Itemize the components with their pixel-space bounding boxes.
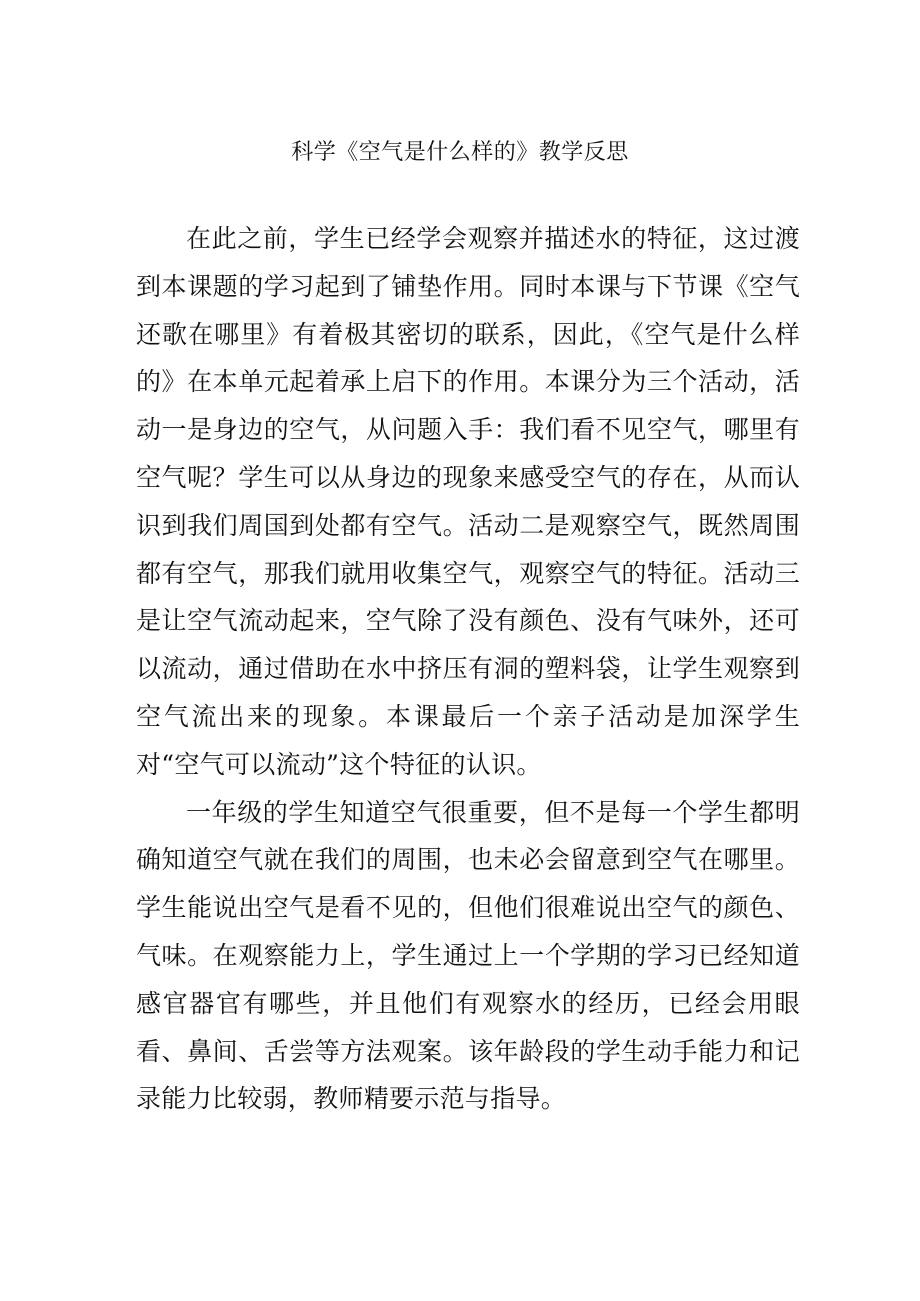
paragraph-1: 在此之前，学生已经学会观察并描述水的特征，这过渡到本课题的学习起到了铺垫作用。同时本课与下节课《空气还歌在哪里》有着极其密切的联系，因此，《空气是什么样的》在本单元起着承上启下的作用。本课分为三个活动，活动一是身边的空气，从问题入手：我们看不见空气，哪里有空气呢？学生可以从身边的现象来感受空气的存在，从而认识到我们周国到处都有空气。活动二是观察空气，既然周围都有空气，那我们就用收集空气，观察空气的特征。活动三是让空气流动起来，空气除了没有颜色、没有气味外，还可以流动，通过借助在水中挤压有洞的塑料袋，让学生观察到空气流出来的现象。本课最后一个亲子活动是加深学生对“空气可以流动”这个特征的认识。: [136, 224, 800, 779]
document-title: 科学《空气是什么样的》教学反思: [291, 140, 629, 165]
paragraph-2: 一年级的学生知道空气很重要，但不是每一个学生都明确知道空气就在我们的周围，也未必会留意到空气在哪里。学生能说出空气是看不见的，但他们很难说出空气的颜色、气味。在观察能力上，学生通过上一个学期的学习已经知道感官器官有哪些，并且他们有观察水的经历，已经会用眼看、鼻间、舌尝等方法观案。该年龄段的学生动手能力和记录能力比较弱，教师精要示范与指导。: [136, 797, 800, 1114]
document-body: [136, 215, 800, 1123]
